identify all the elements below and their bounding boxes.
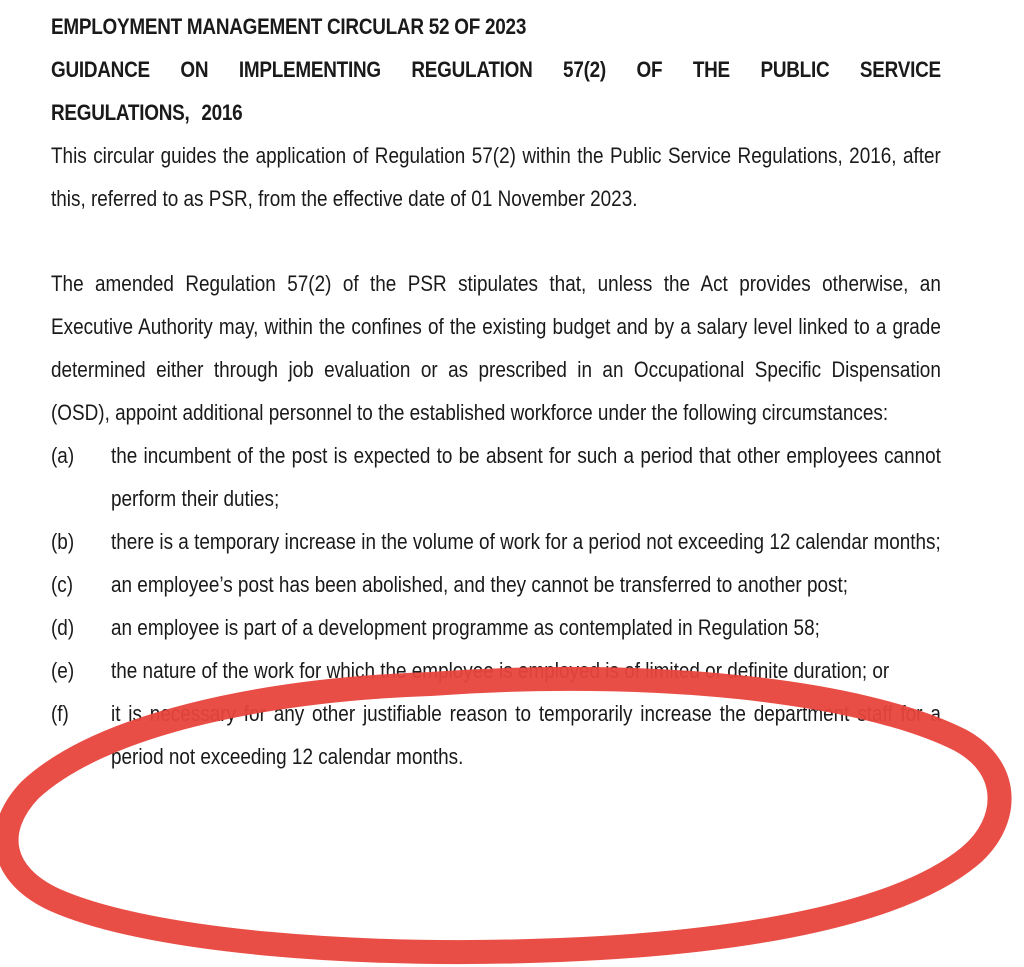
list-item-text: there is a temporary increase in the volume of work for a period not exceeding 12 calendar months; bbox=[111, 529, 941, 554]
list-item bbox=[51, 563, 943, 606]
list-item bbox=[51, 520, 943, 563]
list-item bbox=[51, 692, 943, 778]
list-marker: (f) bbox=[51, 701, 69, 726]
list-marker: (a) bbox=[51, 443, 75, 468]
paragraph-gap bbox=[51, 220, 943, 262]
circular-page bbox=[51, 0, 943, 778]
circumstances-list bbox=[51, 434, 943, 778]
list-item-text: an employee is part of a development programme as contemplated in Regulation 58; bbox=[111, 615, 820, 640]
list-marker: (b) bbox=[51, 529, 75, 554]
list-item-text: it is necessary for any other justifiable reason to temporarily increase the department staff for a period not exceeding 12 calendar months. bbox=[111, 701, 941, 769]
list-item-text: the nature of the work for which the employee is employed is of limited or definite duration; or bbox=[111, 658, 890, 683]
list-item bbox=[51, 606, 943, 649]
list-marker: (c) bbox=[51, 572, 74, 597]
body-paragraph: The amended Regulation 57(2) of the PSR stipulates that, unless the Act provides otherwise, an Executive Authority may, within the confines of the existing budget and by a salary level linked to a grade determined either through job evaluation or as prescribed in an Occupational Specific Dispensation (OSD), appoint additional personnel to the established workforce under the following circumstances: bbox=[51, 271, 941, 425]
circular-subtitle: GUIDANCE ON IMPLEMENTING REGULATION 57(2) OF THE PUBLIC SERVICE REGULATIONS, 2016 bbox=[51, 57, 941, 125]
list-item-text: an employee’s post has been abolished, and they cannot be transferred to another post; bbox=[111, 572, 848, 597]
list-marker: (e) bbox=[51, 658, 75, 683]
list-item-text: the incumbent of the post is expected to be absent for such a period that other employees cannot perform their duties; bbox=[111, 443, 941, 511]
circular-title: EMPLOYMENT MANAGEMENT CIRCULAR 52 OF 2023 bbox=[51, 14, 527, 39]
list-item bbox=[51, 649, 943, 692]
list-item bbox=[51, 434, 943, 520]
intro-paragraph: This circular guides the application of Regulation 57(2) within the Public Service Regulations, 2016, after this, referred to as PSR, from the effective date of 01 November 2023. bbox=[51, 143, 941, 211]
list-marker: (d) bbox=[51, 615, 75, 640]
